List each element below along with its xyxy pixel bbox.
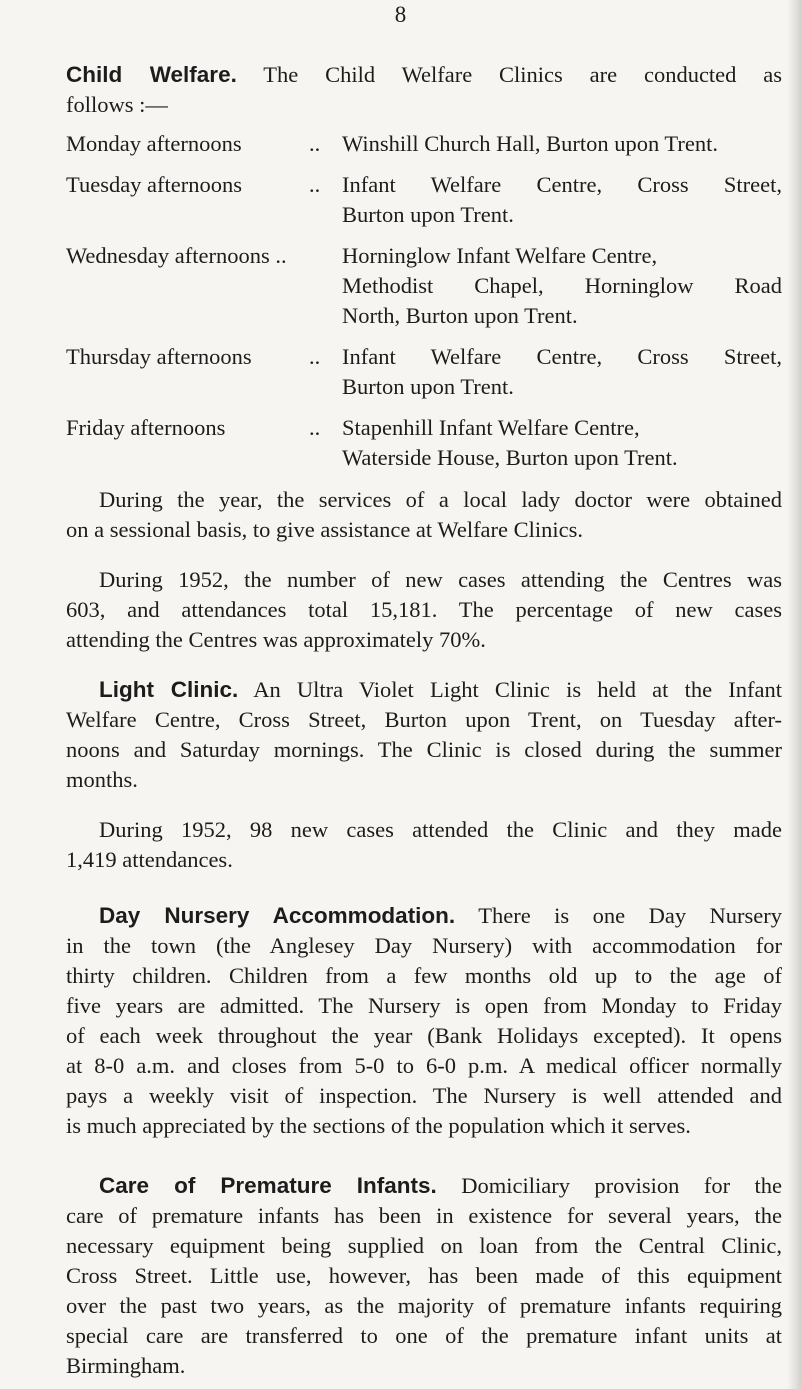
page-edge-shadow [787,0,801,1389]
light-clinic-heading: Light Clinic. [99,677,239,702]
paragraph-doctor: During the year, the services of a local lady doctor were obtained on a sessional basis, to give assistance at Welfare Clinics. [66,487,782,542]
paragraph-light-clinic-1952: During 1952, 98 new cases attended the Clinic and they made 1,419 attendances. [66,817,782,872]
schedule-row-thursday [66,342,782,402]
schedule-leader: .. [309,415,321,440]
schedule-venue: Infant Welfare Centre, Cross Street, Burton upon Trent. [342,172,782,227]
schedule-venue: Horninglow Infant Welfare Centre, Methodist Chapel, Horninglow Road North, Burton upon Trent. [342,243,782,328]
child-welfare-intro-line: Child Welfare. The Child Welfare Clinics are conducted as [66,62,783,87]
child-welfare-intro-line: follows :— [66,92,168,117]
light-clinic-section: Light Clinic. An Ultra Violet Light Clinic is held at the Infant Welfare Centre, Cross Street, Burton upon Trent, on Tuesday after- noons and Saturday mornings. The Clinic is closed during the summer months. [66,677,782,792]
schedule-venue: Winshill Church Hall, Burton upon Trent. [342,131,718,156]
schedule-venue: Infant Welfare Centre, Cross Street, Burton upon Trent. [342,344,782,399]
page-content [66,60,782,1381]
schedule-day: Monday afternoons [66,131,242,156]
schedule-venue: Stapenhill Infant Welfare Centre, Waterside House, Burton upon Trent. [342,415,678,470]
schedule-row-tuesday [66,170,782,230]
schedule-leader [309,241,342,331]
day-nursery-section: Day Nursery Accommodation. There is one Day Nursery in the town (the Anglesey Day Nursery) with accommodation for thirty children. Children from a few months old up to the age of five years are admitted. The Nursery is open from Monday to Friday of each week throughout the year (Bank Holidays excepted). It opens at 8-0 a.m. and closes from 5-0 to 6-0 p.m. A medical officer normally pays a weekly visit of inspection. The Nursery is well attended and is much appreciated by the sections of the population which it serves. [66,903,783,1138]
schedule-day: Tuesday afternoons [66,172,243,197]
schedule-day: Thursday afternoons [66,344,252,369]
schedule-row-friday [66,413,782,473]
clinic-schedule [66,129,782,473]
schedule-row-wednesday [66,241,782,331]
schedule-row-monday [66,129,782,159]
schedule-leader: .. [309,172,321,197]
schedule-day: Wednesday afternoons .. [66,243,287,268]
premature-infants-heading: Care of Premature Infants. [99,1173,437,1198]
child-welfare-section [66,60,782,120]
premature-infants-section: Care of Premature Infants. Domiciliary provision for the care of premature infants has been in existence for several years, the necessary equipment being supplied on loan from the Central Clinic, Cross Street. Little use, however, has been made of this equipment over the past two years, as the majority of premature infants requiring special care are transferred to one of the premature infant units at Birmingham. [66,1173,783,1378]
schedule-leader: .. [309,131,321,156]
paragraph-1952-attendance: During 1952, the number of new cases attending the Centres was 603, and attendances total 15,181. The percentage of new cases attending the Centres was approximately 70%. [66,567,782,652]
day-nursery-heading: Day Nursery Accommodation. [99,903,456,928]
schedule-leader: .. [309,344,321,369]
page-number: 8 [394,2,407,27]
child-welfare-heading: Child Welfare. [66,62,237,87]
schedule-day: Friday afternoons [66,415,226,440]
